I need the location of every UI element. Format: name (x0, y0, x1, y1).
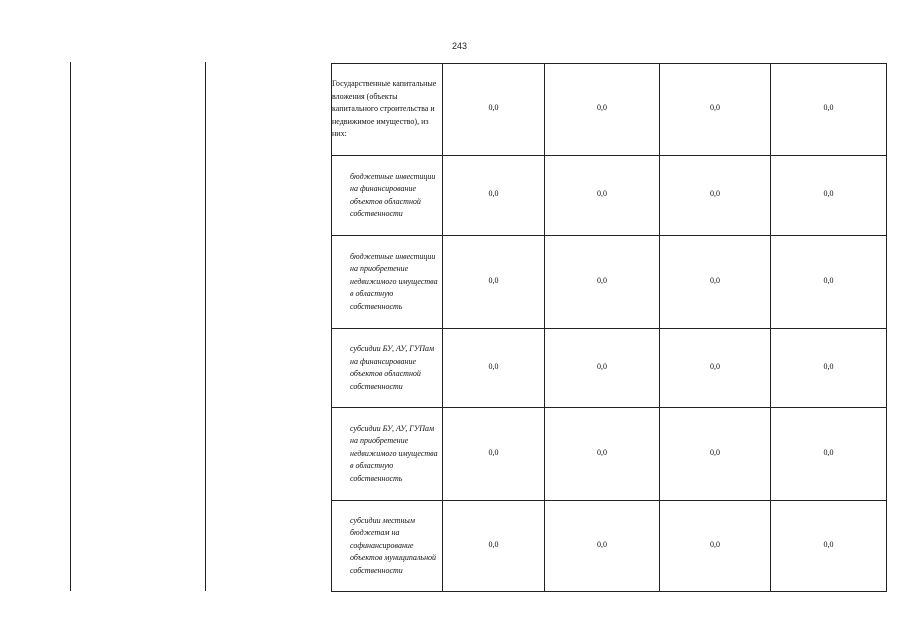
value-cell: 0,0 (771, 501, 887, 592)
row-label: бюджетные инвестиции на приобретение недвижимого имущества в областную собственность (332, 236, 443, 329)
table-row (332, 329, 887, 408)
value-cell: 0,0 (545, 408, 660, 501)
value-cell: 0,0 (545, 64, 660, 156)
value-cell: 0,0 (660, 156, 771, 236)
table-row (332, 501, 887, 592)
value-cell: 0,0 (660, 408, 771, 501)
table-row (332, 156, 887, 236)
value-cell: 0,0 (443, 501, 545, 592)
table-left-border (70, 62, 71, 591)
value-cell: 0,0 (545, 329, 660, 408)
row-label: субсидии БУ, АУ, ГУПам на приобретение недвижимого имущества в областную собственность (332, 408, 443, 501)
value-cell: 0,0 (660, 64, 771, 156)
value-cell: 0,0 (545, 236, 660, 329)
table-row (332, 408, 887, 501)
value-cell: 0,0 (771, 236, 887, 329)
value-cell: 0,0 (771, 329, 887, 408)
value-cell: 0,0 (545, 501, 660, 592)
value-cell: 0,0 (771, 64, 887, 156)
table-row (332, 236, 887, 329)
value-cell: 0,0 (443, 329, 545, 408)
value-cell: 0,0 (771, 156, 887, 236)
value-cell: 0,0 (443, 236, 545, 329)
row-label: Государственные капитальные вложения (объекты капитального строительства и недвижимое имущество), из них: (332, 64, 443, 156)
table-column-divider (205, 62, 206, 591)
value-cell: 0,0 (771, 408, 887, 501)
table-row (332, 64, 887, 156)
row-label: субсидии БУ, АУ, ГУПам на финансирование объектов областной собственности (332, 329, 443, 408)
value-cell: 0,0 (443, 408, 545, 501)
row-label: бюджетные инвестиции на финансирование объектов областной собственности (332, 156, 443, 236)
value-cell: 0,0 (660, 329, 771, 408)
value-cell: 0,0 (545, 156, 660, 236)
value-cell: 0,0 (443, 64, 545, 156)
capital-investments-table (331, 63, 887, 592)
value-cell: 0,0 (660, 236, 771, 329)
value-cell: 0,0 (443, 156, 545, 236)
value-cell: 0,0 (660, 501, 771, 592)
page-number: 243 (452, 41, 468, 51)
row-label: субсидии местным бюджетам на софинансирование объектов муниципальной собственности (332, 501, 443, 592)
